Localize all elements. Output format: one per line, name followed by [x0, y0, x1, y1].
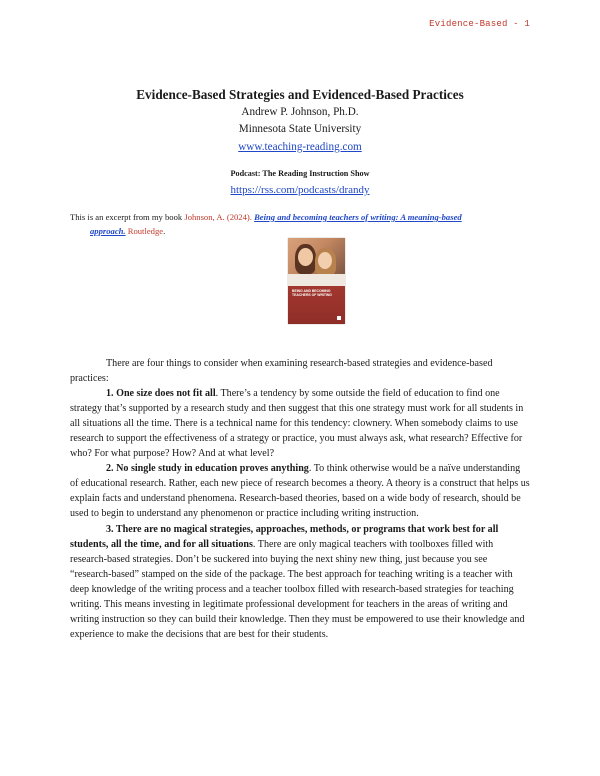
excerpt-period: .: [163, 226, 166, 236]
running-head: Evidence-Based - 1: [429, 19, 530, 29]
cover-figure-face: [298, 248, 313, 266]
point-3-heading: 3. There are no magical strategies, approaches, methods, or programs that work best for all students, all the time, and for all situations: [70, 523, 499, 550]
point-1-heading: 1. One size does not fit all: [106, 388, 216, 400]
excerpt-publisher: Routledge: [127, 226, 164, 236]
podcast-block: [0, 167, 600, 198]
author-name: Andrew P. Johnson, Ph.D.: [241, 106, 359, 118]
point-2-paragraph: [70, 461, 530, 521]
point-3-paragraph: [70, 522, 530, 642]
excerpt-citation: Johnson, A. (2024).: [184, 212, 252, 222]
cover-title-line: TEACHERS OF WRITING: [292, 293, 332, 298]
cover-figure-shirt: [288, 274, 345, 286]
point-1-text: . There’s a tendency by some outside the field of education to find one strategy that’s supported by a research study and then suggest that this one strategy must work for all students in all situations all the time. There is a technical name for this tendency: clownery. When somebody claims to use research to support the effectiveness of a strategy or practice, you must always ask, what research? Effective for who? For what purpose? How? And at what level?: [70, 388, 524, 460]
cover-figure-face: [318, 252, 332, 269]
excerpt-note: [70, 210, 530, 238]
website-link[interactable]: www.teaching-reading.com: [238, 141, 362, 153]
publisher-logo-icon: [337, 316, 341, 320]
point-3-text: . There are only magical teachers with toolboxes filled with research-based strategies. Don’t be suckered into buying the next shiny new thing, just because you see “research-based” stamped on the side of the package. The best approach for teaching writing is a teacher with deep knowledge of the writing process and a teacher toolbox filled with research-based strategies for teaching writing. This means investing in legitimate professional development for teachers in the areas of writing and writing instruction so they can build their knowledge. Then they must be empowered to use their knowledge and experience to make the decisions that are best for their students.: [70, 538, 525, 640]
cover-title: [292, 289, 342, 297]
university-name: Minnesota State University: [238, 122, 362, 135]
intro-paragraph: There are four things to consider when examining research-based strategies and evidence-based practices:: [70, 358, 493, 385]
body-text: [70, 356, 530, 642]
book-cover-image: [288, 238, 345, 324]
excerpt-lead: This is an excerpt from my book: [70, 212, 183, 222]
title-block: [0, 86, 600, 156]
book-title-link-cont[interactable]: approach.: [90, 226, 126, 236]
book-title-link[interactable]: Being and becoming teachers of writing: A meaning-based: [254, 212, 462, 222]
point-2-heading: 2. No single study in education proves anything: [106, 463, 309, 475]
cover-title-line: BEING AND BECOMING: [292, 289, 331, 293]
podcast-title: Podcast: The Reading Instruction Show: [230, 169, 370, 178]
paper-title: Evidence-Based Strategies and Evidenced-Based Practices: [136, 87, 464, 102]
podcast-link[interactable]: https://rss.com/podcasts/drandy: [230, 184, 370, 196]
point-1-paragraph: [70, 386, 530, 461]
point-2-text: . To think otherwise would be a naïve understanding of educational research. Rather, each new piece of research becomes a theory. A theory is a construct that helps us explain facts and understand phenomena. Research-based theories, based on a wide body of research, should be used to begin to understand any phenomenon or practice including writing instruction.: [70, 463, 530, 520]
